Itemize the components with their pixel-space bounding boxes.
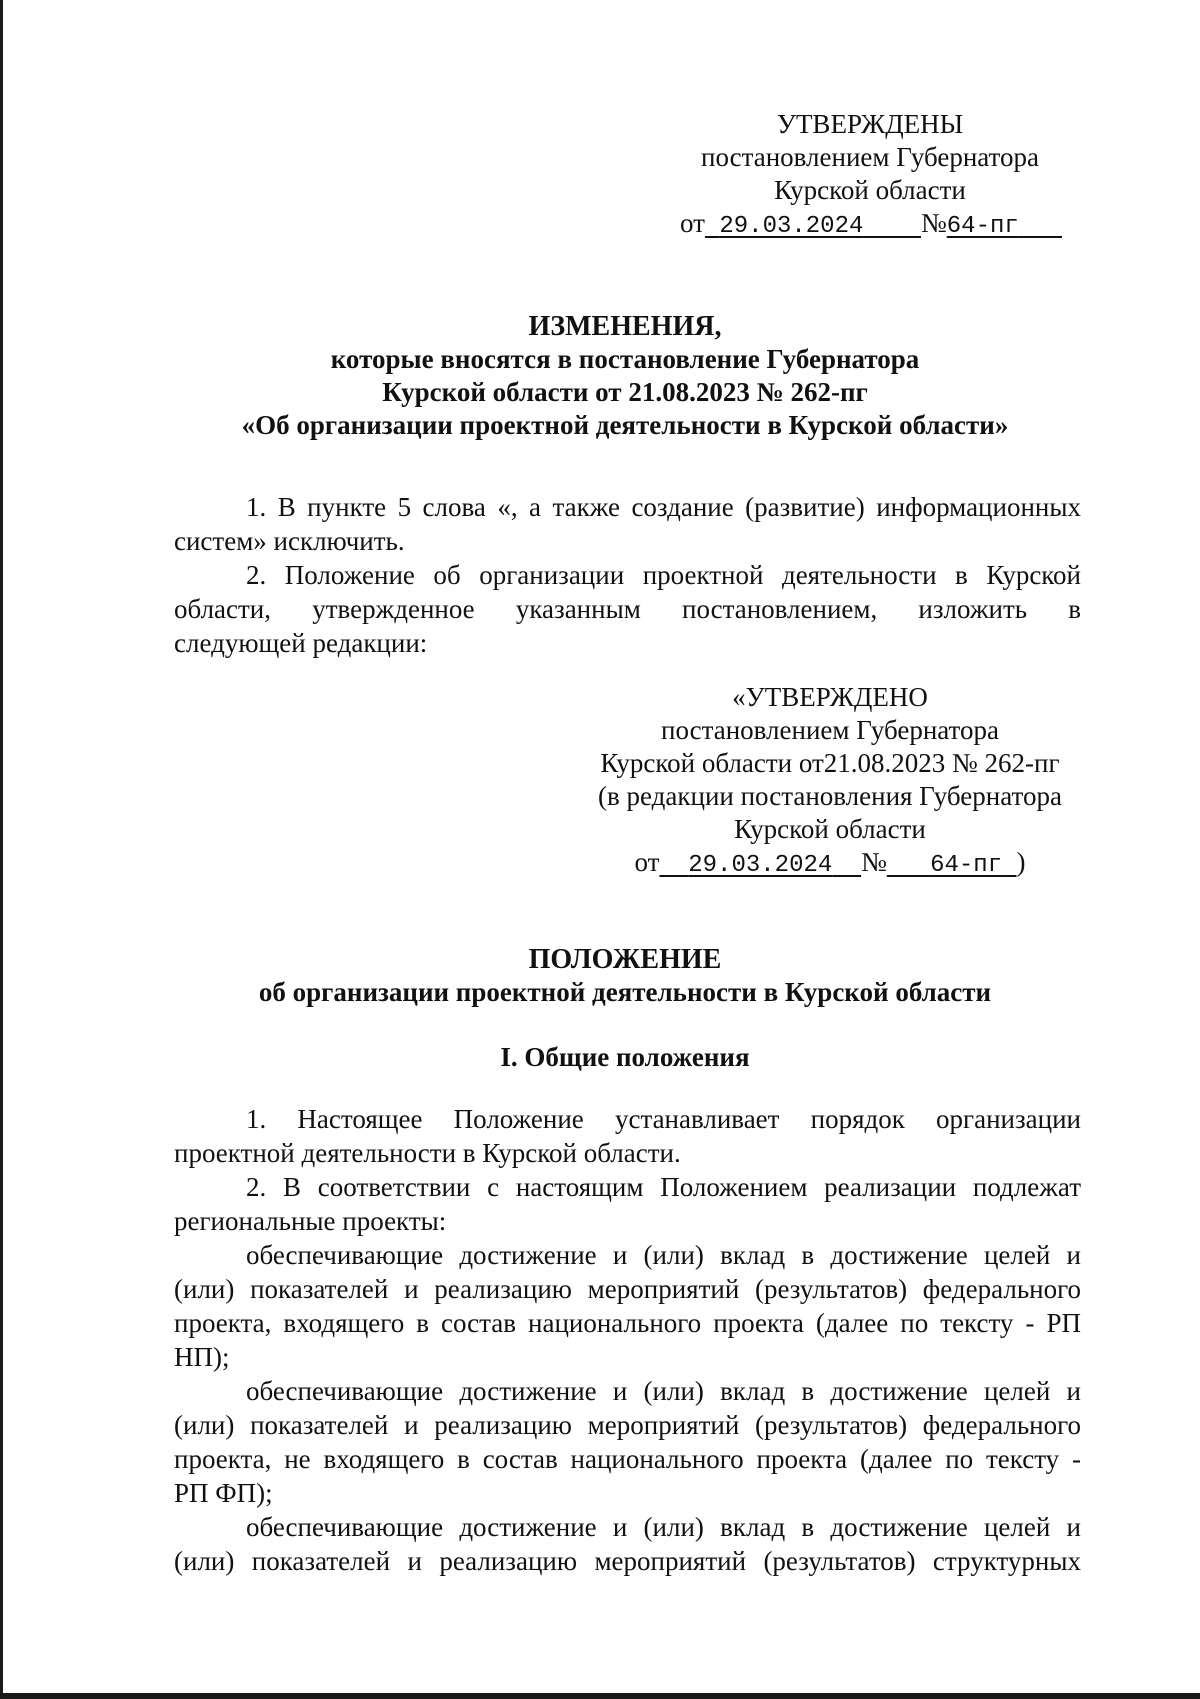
approval-line-2: Курской области [774,175,966,205]
p3-line-4: НП); [174,1342,230,1372]
approved-title: «УТВЕРЖДЕНО [732,682,928,712]
changes-heading-line-2: Курской области от 21.08.2023 № 262-пг [382,377,868,407]
approval-date-prefix: от [680,208,705,238]
approval-title: УТВЕРЖДЕНЫ [776,109,964,139]
item2-line-2: области, утвержденное указанным постановлением, изложить в [174,594,1081,624]
changes-heading [170,310,1080,442]
p2-line-1: 2. В соответствии с настоящим Положением реализации подлежат [246,1172,1081,1202]
regulation-title: ПОЛОЖЕНИЕ [528,944,722,975]
p1-line-2: проектной деятельности в Курской области. [174,1138,681,1168]
item1-line-1: 1. В пункте 5 слова «, а также создание (развитие) информационных [246,492,1081,522]
approval-date-line [680,207,1060,243]
section-1-body [174,1102,1081,1578]
p3-line-1: обеспечивающие достижение и (или) вклад в достижение целей и [246,1240,1081,1270]
p2-line-2: региональные проекты: [174,1206,447,1236]
item2-line-1: 2. Положение об организации проектной деятельности в Курской [246,560,1081,590]
p5-line-2: (или) показателей и реализацию мероприятий (результатов) структурных [174,1546,1081,1576]
approval-number: 64-пг [946,213,1019,240]
changes-heading-line-3: «Об организации проектной деятельности в Курской области» [241,410,1009,440]
scan-bottom-border [0,1693,1200,1699]
approved-number: 64-пг [930,852,1003,879]
approval-header [680,108,1060,243]
approved-line-2: Курской области от21.08.2023 № 262-пг [600,748,1060,778]
regulation-subtitle: об организации проектной деятельности в Курской области [258,977,992,1007]
changes-items [174,490,1081,660]
approved-number-sign: № [861,847,887,877]
p4-line-2: (или) показателей и реализацию мероприятий (результатов) федерального [174,1410,1081,1440]
p3-line-2: (или) показателей и реализацию мероприятий (результатов) федерального [174,1274,1081,1304]
item2-line-3: следующей редакции: [174,628,428,658]
changes-title: ИЗМЕНЕНИЯ, [528,311,722,342]
approved-date-line [580,846,1080,882]
scan-left-border [0,0,3,1699]
approval-number-sign: № [921,208,947,238]
approved-close: ) [1016,847,1026,877]
approved-line-4: Курской области [734,814,926,844]
changes-heading-line-1: которые вносятся в постановление Губернатора [330,344,920,374]
p1-line-1: 1. Настоящее Положение устанавливает порядок организации [246,1104,1081,1134]
section-1-title: I. Общие положения [500,1042,750,1072]
approved-date-prefix: от [634,847,660,877]
p4-line-4: РП ФП); [174,1478,273,1508]
approved-line-1: постановлением Губернатора [661,715,999,745]
approval-date: 29.03.2024 [719,213,864,240]
p3-line-3: проекта, входящего в состав национального проекта (далее по тексту - РП [174,1308,1081,1338]
section-title [170,1041,1080,1074]
p5-line-1: обеспечивающие достижение и (или) вклад в достижение целей и [246,1512,1081,1542]
regulation-heading [170,943,1080,1009]
p4-line-3: проекта, не входящего в состав национального проекта (далее по тексту - [174,1444,1081,1474]
approval-line-1: постановлением Губернатора [701,142,1039,172]
approved-line-3: (в редакции постановления Губернатора [598,781,1062,811]
p4-line-1: обеспечивающие достижение и (или) вклад в достижение целей и [246,1376,1081,1406]
approved-block [580,681,1080,882]
approved-date: 29.03.2024 [688,852,833,879]
item1-line-2: систем» исключить. [174,526,405,556]
